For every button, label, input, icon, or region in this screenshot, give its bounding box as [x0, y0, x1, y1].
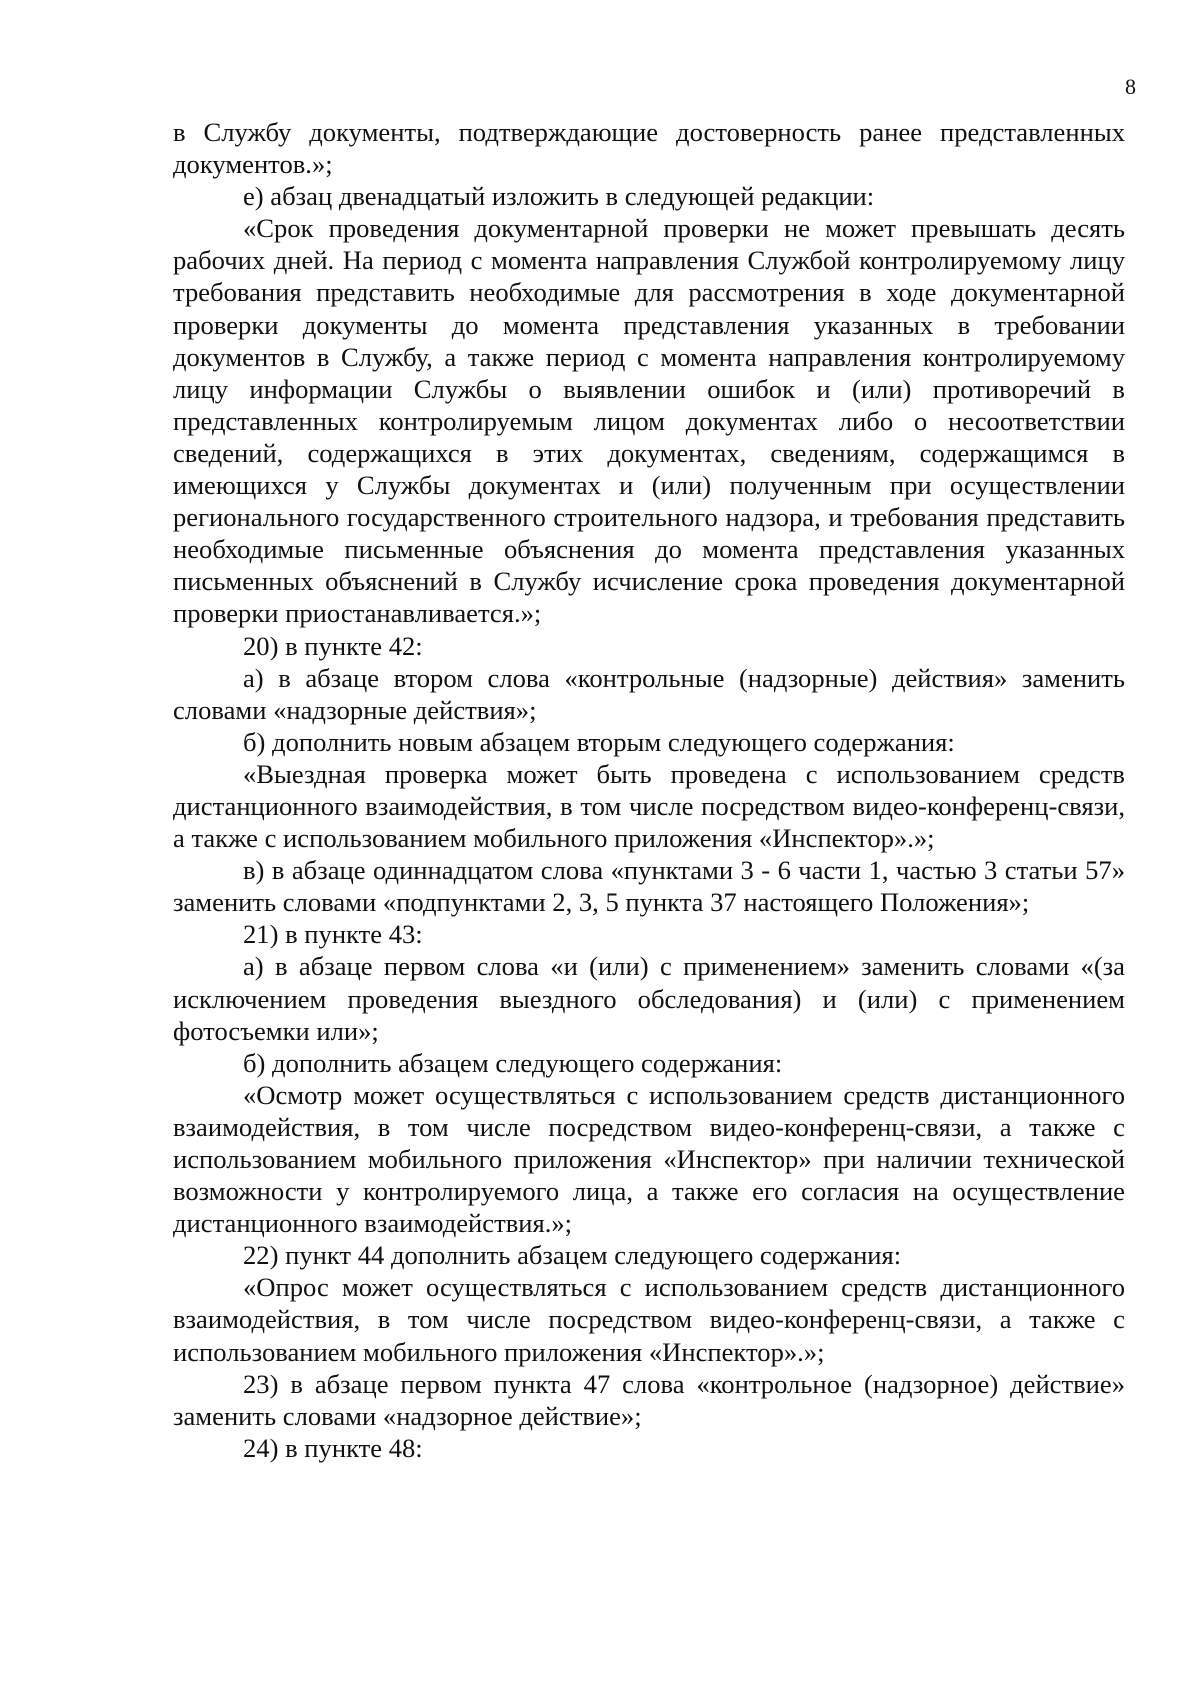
paragraph: «Выездная проверка может быть проведена с использованием средств дистанционного взаимодействия, в том числе посредством видео-конференц-связи, а также с использованием мобильного приложения «Инспектор».»;	[173, 758, 1125, 854]
paragraph: 21) в пункте 43:	[243, 919, 423, 950]
paragraph: 20) в пункте 42:	[243, 630, 423, 661]
page-number: 8	[1125, 74, 1136, 99]
paragraph: 22) пункт 44 дополнить абзацем следующего содержания:	[243, 1240, 902, 1271]
paragraph: в Службу документы, подтверждающие достоверность ранее представленных документов.»;	[173, 117, 1125, 180]
paragraph: е) абзац двенадцатый изложить в следующей редакции:	[243, 181, 875, 212]
paragraph: «Осмотр может осуществляться с использованием средств дистанционного взаимодействия, в том числе посредством видео-конференц-связи, а также с использованием мобильного приложения «Инспектор» при наличии технической возможности у контролируемого лица, а также его согласия на осуществление дистанционного взаимодействия.»;	[173, 1079, 1125, 1239]
paragraph: в) в абзаце одиннадцатом слова «пунктами 3 - 6 части 1, частью 3 статьи 57» заменить словами «подпунктами 2, 3, 5 пункта 37 настоящего Положения»;	[173, 855, 1125, 918]
paragraph: а) в абзаце втором слова «контрольные (надзорные) действия» заменить словами «надзорные действия»;	[173, 662, 1125, 725]
document-body	[173, 116, 1125, 1464]
paragraph: 23) в абзаце первом пункта 47 слова «контрольное (надзорное) действие» заменить словами «надзорное действие»;	[173, 1368, 1125, 1431]
paragraph: 24) в пункте 48:	[243, 1432, 423, 1463]
paragraph: а) в абзаце первом слова «и (или) с применением» заменить словами «(за исключением проведения выездного обследования) и (или) с применением фотосъемки или»;	[173, 951, 1125, 1046]
paragraph: «Опрос может осуществляться с использованием средств дистанционного взаимодействия, в том числе посредством видео-конференц-связи, а также с использованием мобильного приложения «Инспектор».»;	[173, 1272, 1125, 1367]
paragraph: б) дополнить абзацем следующего содержания:	[243, 1047, 783, 1078]
paragraph: б) дополнить новым абзацем вторым следующего содержания:	[243, 726, 955, 757]
paragraph: «Срок проведения документарной проверки не может превышать десять рабочих дней. На период с момента направления Службой контролируемому лицу требования представить необходимые для рассмотрения в ходе документарной проверки документы до момента представления указанных в требовании документов в Службу, а также период с момента направления контролируемому лицу информации Службы о выявлении ошибок и (или) противоречий в представленных контролируемым лицом документах либо о несоответствии сведений, содержащихся в этих документах, сведениям, содержащимся в имеющихся у Службы документах и (или) полученным при осуществлении регионального государственного строительного надзора, и требования представить необходимые письменные объяснения до момента представления указанных письменных объяснений в Службу исчисление срока проведения документарной проверки приостанавливается.»;	[173, 213, 1125, 629]
